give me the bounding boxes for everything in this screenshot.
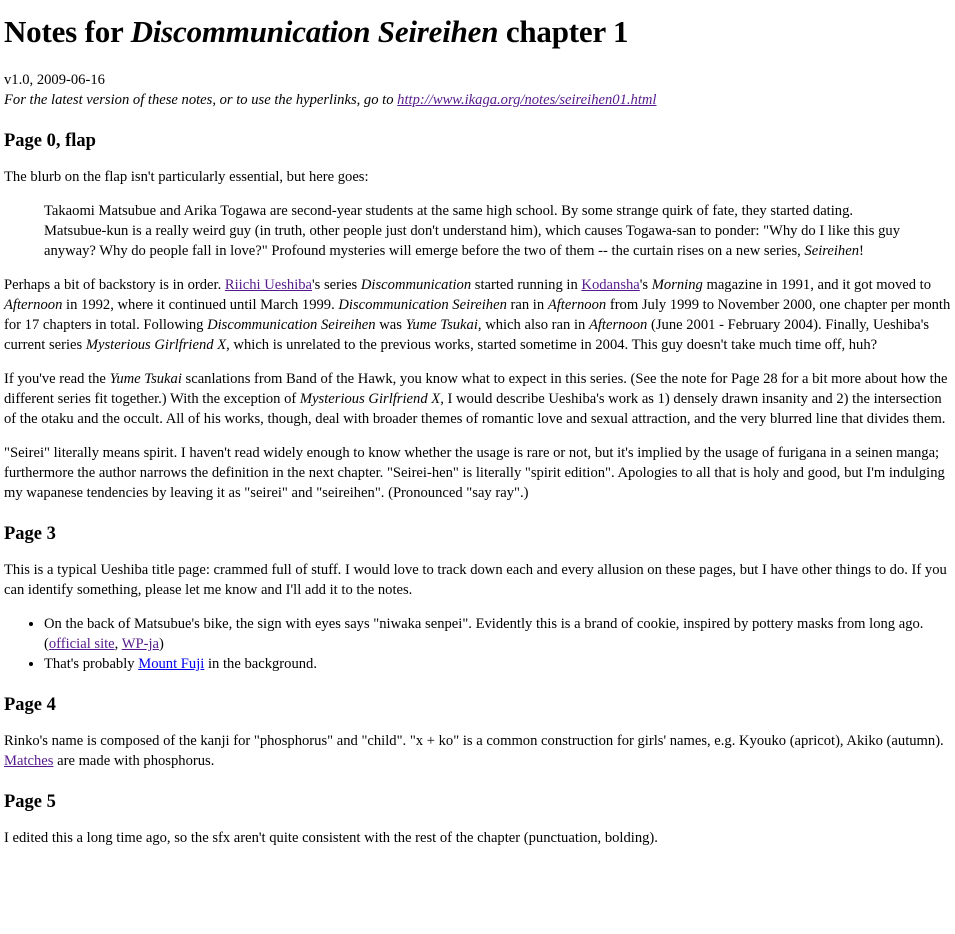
list-item: • That's probably Mount Fuji in the background. (44, 654, 951, 674)
heading-page-0: Page 0, flap (4, 131, 96, 151)
matches-link[interactable]: Matches (4, 753, 54, 769)
page5-paragraph: I edited this a long time ago, so the sfx aren't quite consistent with the rest of the chapter (punctuation, bolding). (4, 830, 658, 846)
page-title-series: Discommunication Seireihen (130, 14, 499, 49)
page4-paragraph: Rinko's name is composed of the kanji for "phosphorus" and "child". "x + ko" is a common construction for girls' names, e.g. Kyouko (apricot), Akiko (autumn). Matches are made with phosphorus. (4, 733, 944, 769)
document-page (0, 14, 955, 848)
riichi-ueshiba-link[interactable]: Riichi Ueshiba (224, 277, 313, 293)
scanlations-paragraph: If you've read the Yume Tsukai scanlations from Band of the Hawk, you know what to expect in this series. (See the note for Page 28 for a bit more about how the different series fit together.) With the exception of Mysterious Girlfriend X, I would describe Ueshiba's work as 1) densely drawn insanity and 2) the intersection of the otaku and the occult. All of his works, though, deal with broader themes of romantic love and sexual attraction, and the very blurred line that divides them. (4, 371, 948, 427)
heading-page-4: Page 4 (4, 695, 56, 715)
page3-intro: This is a typical Ueshiba title page: crammed full of stuff. I would love to track down each and every allusion on these pages, but I have other things to do. If you can identify something, please let me know and I'll add it to the notes. (4, 562, 947, 598)
seirei-paragraph: "Seirei" literally means spirit. I haven't read widely enough to know whether the usage is rare or not, but it's implied by the usage of furigana in a seinen manga; furthermore the author narrows the definition in the next chapter. "Seirei-hen" is literally "spirit edition". Apologies to all that is holy and good, but I'm indulging my wapanese tendencies by leaving it as "seirei" and "seireihen". (Pronounced "say ray".) (4, 445, 945, 501)
wp-ja-link[interactable]: WP-ja (121, 636, 160, 652)
kodansha-link[interactable]: Kodansha (581, 277, 640, 293)
mount-fuji-link[interactable]: Mount Fuji (138, 656, 205, 672)
heading-page-5: Page 5 (4, 792, 56, 812)
page3-notes-list (4, 614, 951, 674)
backstory-paragraph: Perhaps a bit of backstory is in order. Riichi Ueshiba's series Discommunication started running in Kodansha's Morning magazine in 1991, and it got moved to Afternoon in 1992, where it continued until March 1999. Discommunication Seireihen ran in Afternoon from July 1999 to November 2000, one chapter per month for 17 chapters in total. Following Discommunication Seireihen was Yume Tsukai, which also ran in Afternoon (June 2001 - February 2004). Finally, Ueshiba's current series Mysterious Girlfriend X, which is unrelated to the previous works, started sometime in 2004. This guy doesn't take much time off, huh? (4, 277, 951, 353)
heading-page-3: Page 3 (4, 524, 56, 544)
page-title: Notes for Discommunication Seireihen chapter 1 (4, 14, 629, 49)
latest-version-link[interactable]: http://www.ikaga.org/notes/seireihen01.html (397, 92, 657, 108)
official-site-link[interactable]: official site (48, 636, 115, 652)
flap-intro: The blurb on the flap isn't particularly essential, but here goes: (4, 169, 369, 185)
list-item: • On the back of Matsubue's bike, the sign with eyes says "niwaka senpei". Evidently this is a brand of cookie, inspired by pottery masks from long ago. (official site, WP-ja) (44, 614, 951, 654)
version-line: v1.0, 2009-06-16 (4, 72, 105, 88)
latest-version-note: For the latest version of these notes, or to use the hyperlinks, go to http://www.ikaga.org/notes/seireihen01.html (4, 92, 657, 108)
flap-blurb: Takaomi Matsubue and Arika Togawa are second-year students at the same high school. By some strange quirk of fate, they started dating. Matsubue-kun is a really weird guy (in truth, other people just don't understand him), which causes Togawa-san to ponder: "Why do I like this guy anyway? Why do people fall in love?" Profound mysteries will emerge before the two of them -- the curtain rises on a new series, Seireihen! (44, 203, 900, 259)
